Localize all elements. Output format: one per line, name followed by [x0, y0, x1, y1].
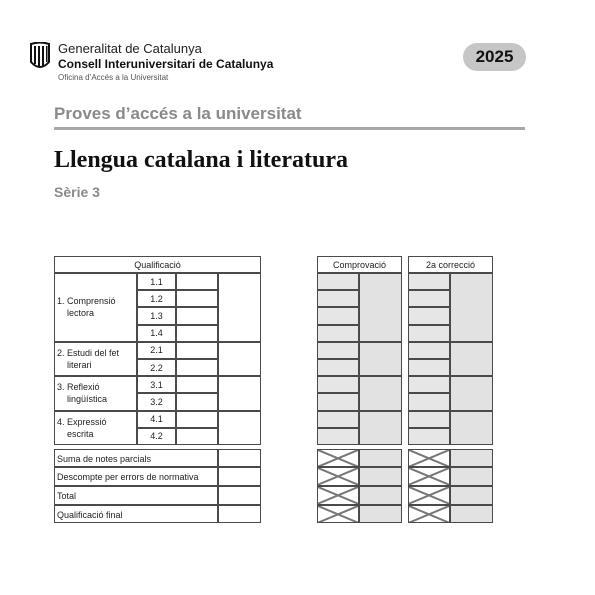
- correccio-subtotal-cell: [450, 376, 493, 410]
- question-number-cell: 3.2: [137, 393, 176, 410]
- correccio-score-cell: [408, 359, 450, 376]
- group-label-line: escrita: [67, 428, 94, 439]
- comprovacio-crossed-cell: [317, 467, 359, 486]
- comprovacio-summary-cell: [359, 467, 402, 486]
- qualification-header: Qualificació: [54, 256, 261, 273]
- correccio-crossed-cell: [408, 449, 450, 468]
- group-label-line: 3. Reflexió: [57, 382, 100, 393]
- group-subtotal-cell[interactable]: [218, 342, 261, 376]
- summary-row-label: Qualificació final: [57, 509, 123, 520]
- group-subtotal-cell[interactable]: [218, 376, 261, 410]
- question-score-cell[interactable]: [176, 393, 218, 410]
- group-subtotal-cell[interactable]: [218, 411, 261, 445]
- comprovacio-score-cell: [317, 273, 359, 290]
- comprovacio-summary-cell: [359, 486, 402, 505]
- group-label-cell: [54, 376, 137, 410]
- correccio-score-cell: [408, 325, 450, 342]
- correccio-summary-cell: [450, 505, 493, 524]
- group-label-cell: [54, 411, 137, 445]
- summary-row-value-cell[interactable]: [218, 449, 261, 468]
- cross-icon: [318, 506, 358, 523]
- comprovacio-crossed-cell: [317, 449, 359, 468]
- cross-icon: [409, 487, 449, 504]
- comprovacio-crossed-cell: [317, 486, 359, 505]
- cross-icon: [409, 506, 449, 523]
- correccio-header: 2a correcció: [408, 256, 493, 273]
- correccio-crossed-cell: [408, 486, 450, 505]
- question-score-cell[interactable]: [176, 376, 218, 393]
- summary-row-label-cell: [54, 486, 218, 505]
- correccio-subtotal-cell: [450, 342, 493, 376]
- correccio-score-cell: [408, 273, 450, 290]
- comprovacio-score-cell: [317, 359, 359, 376]
- comprovacio-subtotal-cell: [359, 273, 402, 342]
- correccio-score-cell: [408, 428, 450, 445]
- org-name-generalitat: Generalitat de Catalunya: [58, 41, 202, 56]
- comprovacio-score-cell: [317, 325, 359, 342]
- cross-icon: [318, 468, 358, 485]
- correccio-score-cell: [408, 411, 450, 428]
- summary-row-value-cell[interactable]: [218, 467, 261, 486]
- year-badge: 2025: [463, 43, 526, 71]
- question-score-cell[interactable]: [176, 428, 218, 445]
- group-label-cell: [54, 273, 137, 342]
- comprovacio-subtotal-cell: [359, 411, 402, 445]
- org-name-consell: Consell Interuniversitari de Catalunya: [58, 57, 274, 71]
- cross-icon: [409, 450, 449, 467]
- comprovacio-score-cell: [317, 342, 359, 359]
- comprovacio-subtotal-cell: [359, 342, 402, 376]
- group-label-line: 2. Estudi del fet: [57, 347, 120, 358]
- correccio-score-cell: [408, 376, 450, 393]
- correccio-score-cell: [408, 342, 450, 359]
- correccio-subtotal-cell: [450, 273, 493, 342]
- correccio-summary-cell: [450, 486, 493, 505]
- question-score-cell[interactable]: [176, 307, 218, 324]
- question-number-cell: 1.4: [137, 325, 176, 342]
- summary-row-value-cell[interactable]: [218, 505, 261, 524]
- generalitat-logo-icon: [29, 42, 51, 70]
- correccio-crossed-cell: [408, 505, 450, 524]
- summary-row-label-cell: [54, 505, 218, 524]
- comprovacio-score-cell: [317, 290, 359, 307]
- cross-icon: [318, 487, 358, 504]
- question-number-cell: 4.2: [137, 428, 176, 445]
- question-score-cell[interactable]: [176, 325, 218, 342]
- comprovacio-score-cell: [317, 307, 359, 324]
- page-title: Llengua catalana i literatura: [54, 147, 348, 173]
- question-score-cell[interactable]: [176, 342, 218, 359]
- correccio-summary-cell: [450, 449, 493, 468]
- correccio-summary-cell: [450, 467, 493, 486]
- question-score-cell[interactable]: [176, 411, 218, 428]
- comprovacio-score-cell: [317, 428, 359, 445]
- comprovacio-subtotal-cell: [359, 376, 402, 410]
- series-label: Sèrie 3: [54, 184, 100, 200]
- org-name-oficina: Oficina d’Accés a la Universitat: [58, 73, 169, 82]
- comprovacio-header: Comprovació: [317, 256, 402, 273]
- question-number-cell: 1.3: [137, 307, 176, 324]
- group-label-cell: [54, 342, 137, 376]
- comprovacio-score-cell: [317, 393, 359, 410]
- question-score-cell[interactable]: [176, 273, 218, 290]
- header-divider: [54, 127, 525, 130]
- question-number-cell: 2.1: [137, 342, 176, 359]
- question-number-cell: 1.2: [137, 290, 176, 307]
- summary-row-value-cell[interactable]: [218, 486, 261, 505]
- group-subtotal-cell[interactable]: [218, 273, 261, 342]
- group-label-line: lingüística: [67, 394, 108, 405]
- cross-icon: [409, 468, 449, 485]
- correccio-score-cell: [408, 290, 450, 307]
- correccio-crossed-cell: [408, 467, 450, 486]
- correccio-score-cell: [408, 393, 450, 410]
- comprovacio-summary-cell: [359, 449, 402, 468]
- group-label-line: 1. Comprensió: [57, 296, 116, 307]
- question-number-cell: 3.1: [137, 376, 176, 393]
- summary-row-label-cell: [54, 449, 218, 468]
- summary-row-label: Suma de notes parcials: [57, 453, 152, 464]
- summary-row-label-cell: [54, 467, 218, 486]
- correccio-score-cell: [408, 307, 450, 324]
- correccio-subtotal-cell: [450, 411, 493, 445]
- summary-row-label: Total: [57, 490, 77, 501]
- comprovacio-score-cell: [317, 411, 359, 428]
- question-score-cell[interactable]: [176, 359, 218, 376]
- question-score-cell[interactable]: [176, 290, 218, 307]
- comprovacio-score-cell: [317, 376, 359, 393]
- group-label-line: lectora: [67, 308, 95, 319]
- exam-type: Proves d’accés a la universitat: [54, 104, 302, 123]
- comprovacio-summary-cell: [359, 505, 402, 524]
- group-label-line: literari: [67, 359, 92, 370]
- question-number-cell: 4.1: [137, 411, 176, 428]
- cross-icon: [318, 450, 358, 467]
- comprovacio-crossed-cell: [317, 505, 359, 524]
- question-number-cell: 2.2: [137, 359, 176, 376]
- question-number-cell: 1.1: [137, 273, 176, 290]
- group-label-line: 4. Expressió: [57, 416, 107, 427]
- summary-row-label: Descompte per errors de normativa: [57, 472, 199, 483]
